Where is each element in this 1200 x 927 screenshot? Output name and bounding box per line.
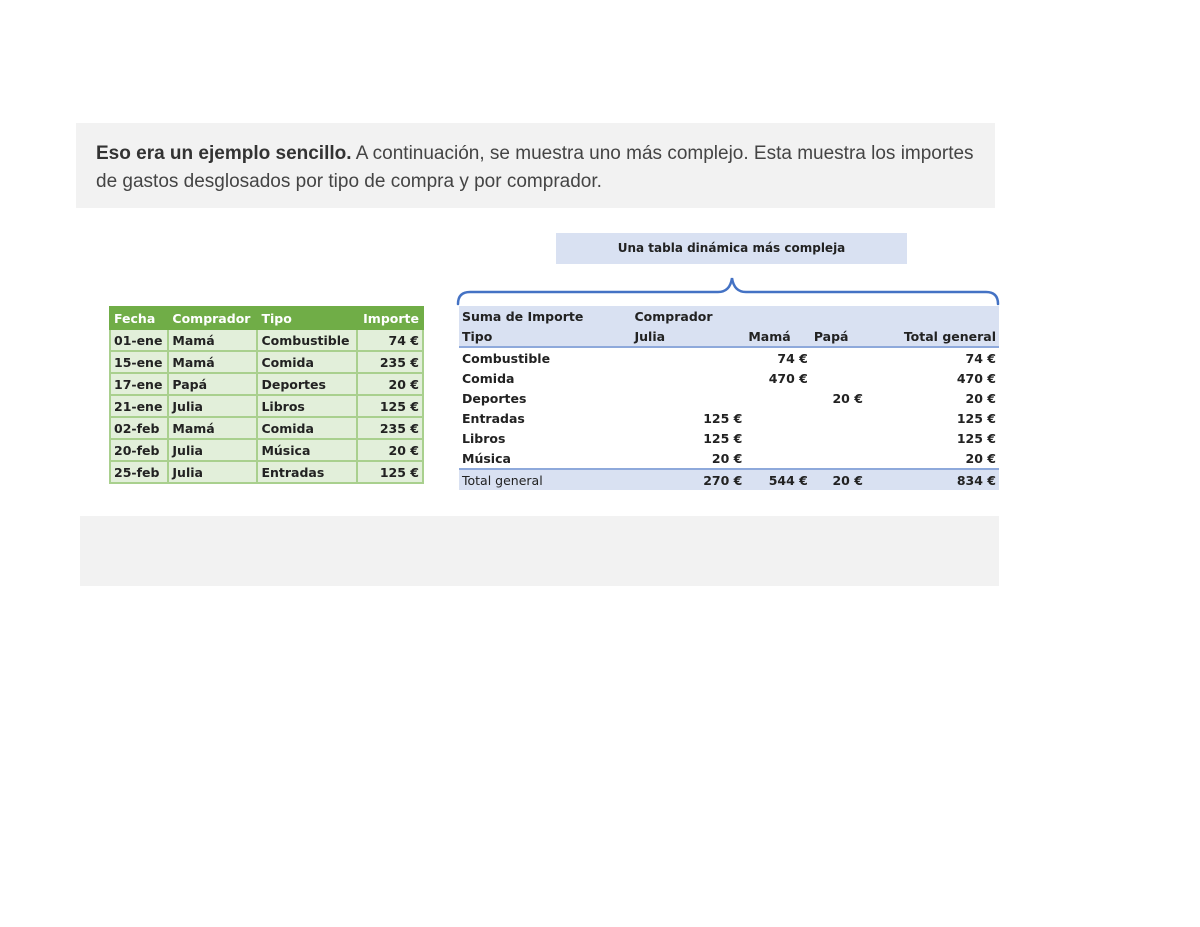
source-header-row — [110, 307, 423, 329]
cell-fecha: 20-feb — [110, 439, 168, 461]
cell-importe: 125 € — [357, 461, 423, 483]
cell-importe: 20 € — [357, 373, 423, 395]
table-row — [110, 417, 423, 439]
table-row — [110, 461, 423, 483]
pivot-cell: 20 € — [832, 390, 863, 406]
cell-tipo: Combustible — [257, 329, 356, 351]
pivot-cell — [632, 347, 746, 368]
pivot-cell: 74 € — [965, 350, 996, 366]
pivot-row-label: Combustible — [462, 350, 551, 366]
cell-importe: 20 € — [357, 439, 423, 461]
cell-tipo: Comida — [257, 417, 356, 439]
pivot-row-field: Tipo — [459, 326, 632, 347]
pivot-cell — [745, 428, 810, 448]
pivot-cell — [632, 388, 746, 408]
cell-fecha: 21-ene — [110, 395, 168, 417]
header-fecha: Fecha — [110, 307, 168, 329]
cell-importe: 235 € — [357, 417, 423, 439]
pivot-header-row-2 — [459, 326, 999, 347]
pivot-total-cell: 834 € — [866, 469, 999, 490]
pivot-cell: 20 € — [965, 390, 996, 406]
pivot-cell: 125 € — [703, 430, 743, 446]
cell-comprador: Julia — [168, 439, 257, 461]
footer-text-box — [80, 516, 999, 586]
cell-tipo: Deportes — [257, 373, 356, 395]
pivot-total-row — [459, 469, 999, 490]
cell-fecha: 02-feb — [110, 417, 168, 439]
pivot-row-label: Comida — [462, 370, 515, 386]
intro-text-box — [76, 123, 995, 208]
cell-importe: 235 € — [357, 351, 423, 373]
cell-tipo: Entradas — [257, 461, 356, 483]
pivot-cell: 125 € — [956, 410, 996, 426]
cell-fecha: 15-ene — [110, 351, 168, 373]
table-row — [110, 351, 423, 373]
pivot-cell — [811, 408, 866, 428]
pivot-col-papa: Papá — [811, 326, 866, 347]
pivot-cell: 470 € — [956, 370, 996, 386]
pivot-row-label: Entradas — [462, 410, 525, 426]
cell-comprador: Papá — [168, 373, 257, 395]
cell-comprador: Julia — [168, 395, 257, 417]
pivot-row — [459, 388, 999, 408]
cell-comprador: Mamá — [168, 417, 257, 439]
cell-importe: 74 € — [357, 329, 423, 351]
cell-tipo: Comida — [257, 351, 356, 373]
pivot-cell: 20 € — [711, 450, 743, 466]
intro-bold-text: Eso era un ejemplo sencillo. — [96, 143, 352, 164]
cell-fecha: 01-ene — [110, 329, 168, 351]
pivot-total-cell: 270 € — [632, 469, 746, 490]
pivot-cell: 74 € — [777, 350, 808, 366]
pivot-row-label: Música — [462, 450, 511, 466]
cell-tipo: Libros — [257, 395, 356, 417]
pivot-column-field: Comprador — [632, 306, 746, 326]
pivot-col-julia: Julia — [632, 326, 746, 347]
pivot-row — [459, 368, 999, 388]
pivot-cell — [811, 368, 866, 388]
cell-tipo: Música — [257, 439, 356, 461]
table-row — [110, 329, 423, 351]
pivot-cell — [811, 347, 866, 368]
pivot-row — [459, 347, 999, 368]
header-importe: Importe — [357, 307, 423, 329]
pivot-cell — [811, 428, 866, 448]
pivot-cell: 125 € — [956, 430, 996, 446]
pivot-cell — [745, 388, 810, 408]
pivot-row-label: Libros — [462, 430, 506, 446]
pivot-total-label: Total general — [459, 469, 632, 490]
cell-fecha: 25-feb — [110, 461, 168, 483]
pivot-row — [459, 428, 999, 448]
cell-importe: 125 € — [357, 395, 423, 417]
brace-icon — [456, 276, 1002, 306]
pivot-header-row-1 — [459, 306, 999, 326]
pivot-corner-label: Suma de Importe — [459, 306, 632, 326]
pivot-row — [459, 448, 999, 469]
intro-body-text: A continuación, se muestra uno más complejo. Esta muestra los importes de gastos desglosados por tipo de compra y por comprador. — [96, 143, 974, 192]
pivot-col-mama: Mamá — [745, 326, 810, 347]
cell-comprador: Mamá — [168, 351, 257, 373]
header-tipo: Tipo — [257, 307, 356, 329]
pivot-col-total: Total general — [866, 326, 999, 347]
pivot-cell — [745, 408, 810, 428]
pivot-cell — [811, 448, 866, 469]
pivot-cell: 470 € — [768, 370, 808, 386]
pivot-total-cell: 20 € — [811, 469, 866, 490]
pivot-row-label: Deportes — [462, 390, 527, 406]
cell-fecha: 17-ene — [110, 373, 168, 395]
pivot-cell: 125 € — [703, 410, 743, 426]
table-row — [110, 373, 423, 395]
pivot-total-cell: 544 € — [745, 469, 810, 490]
source-data-table — [109, 306, 424, 484]
pivot-cell — [745, 448, 810, 469]
table-row — [110, 395, 423, 417]
cell-comprador: Mamá — [168, 329, 257, 351]
pivot-table — [459, 306, 999, 490]
cell-comprador: Julia — [168, 461, 257, 483]
table-row — [110, 439, 423, 461]
pivot-caption: Una tabla dinámica más compleja — [556, 233, 907, 264]
header-comprador: Comprador — [168, 307, 257, 329]
pivot-cell: 20 € — [965, 450, 996, 466]
pivot-cell — [632, 368, 746, 388]
pivot-row — [459, 408, 999, 428]
